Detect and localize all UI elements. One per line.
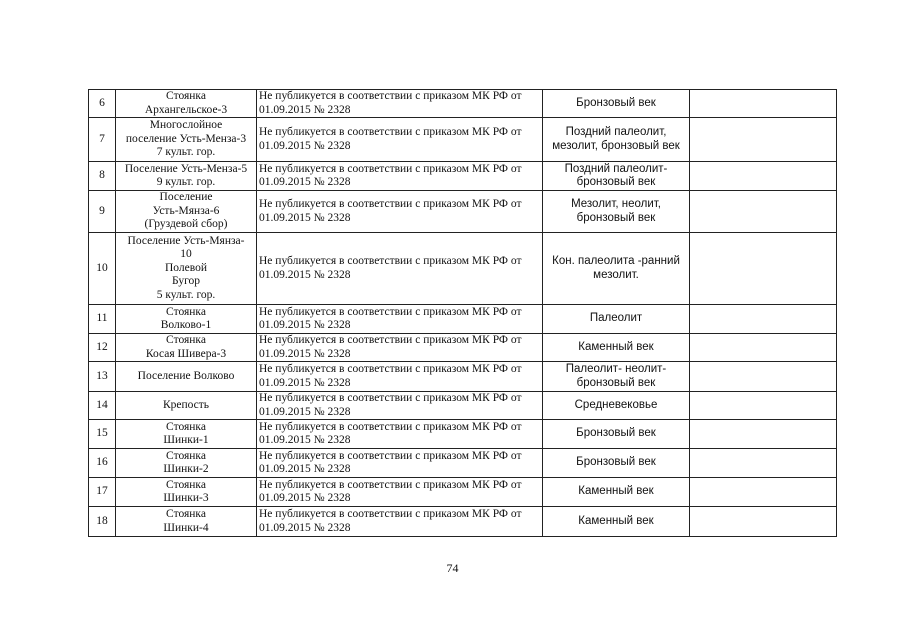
site-location: Не публикуется в соответствии с приказом МК РФ от 01.09.2015 № 2328 <box>257 478 543 507</box>
table-row <box>89 90 837 118</box>
site-name <box>116 420 257 449</box>
row-number: 8 <box>89 162 116 191</box>
site-dating: Кон. палеолита -ранний мезолит. <box>543 233 690 305</box>
site-note <box>690 90 837 118</box>
site-name-line: Косая Шивера-3 <box>145 347 227 360</box>
table-row <box>89 305 837 334</box>
site-note <box>690 449 837 478</box>
site-name-line: Стоянка <box>166 305 206 318</box>
site-name-line: поселение Усть-Менза-3 <box>125 132 247 145</box>
site-name-line: Полевой <box>164 261 207 274</box>
monuments-table <box>88 89 837 537</box>
site-note <box>690 233 837 305</box>
row-number: 11 <box>89 305 116 334</box>
site-name <box>116 478 257 507</box>
site-dating: Бронзовый век <box>543 449 690 478</box>
site-dating: Бронзовый век <box>543 420 690 449</box>
site-name-line: Шинки-4 <box>163 521 209 534</box>
site-name-line: Поселение <box>159 191 213 204</box>
table-row <box>89 191 837 233</box>
site-name <box>116 162 257 191</box>
site-note <box>690 507 837 537</box>
site-name-line: Стоянка <box>166 508 206 520</box>
site-note <box>690 362 837 392</box>
site-note <box>690 420 837 449</box>
site-name <box>116 507 257 537</box>
site-name-line: (Груздевой сбор) <box>144 218 228 231</box>
table-body <box>89 90 837 537</box>
site-name-line: Усть-Мянза-6 <box>152 204 220 217</box>
site-location: Не публикуется в соответствии с приказом МК РФ от 01.09.2015 № 2328 <box>257 392 543 420</box>
site-name <box>116 118 257 162</box>
site-name <box>116 90 257 118</box>
site-location: Не публикуется в соответствии с приказом МК РФ от 01.09.2015 № 2328 <box>257 362 543 392</box>
site-name-line: 5 культ. гор. <box>156 288 216 301</box>
site-location: Не публикуется в соответствии с приказом МК РФ от 01.09.2015 № 2328 <box>257 90 543 118</box>
site-dating: Мезолит, неолит, бронзовый век <box>543 191 690 233</box>
site-name-line: Стоянка <box>166 449 206 462</box>
site-name <box>116 191 257 233</box>
site-location: Не публикуется в соответствии с приказом МК РФ от 01.09.2015 № 2328 <box>257 305 543 334</box>
row-number: 7 <box>89 118 116 162</box>
site-name-line: 10 <box>180 248 192 261</box>
page-number: 74 <box>446 561 459 575</box>
site-location: Не публикуется в соответствии с приказом МК РФ от 01.09.2015 № 2328 <box>257 507 543 537</box>
site-name-line: 9 культ. гор. <box>156 176 216 188</box>
site-name-line: Шинки-3 <box>163 492 209 504</box>
site-dating: Поздний палеолит-бронзовый век <box>543 162 690 191</box>
site-name <box>116 362 257 392</box>
site-name-line: 7 культ. гор. <box>156 146 216 159</box>
site-note <box>690 305 837 334</box>
site-note <box>690 478 837 507</box>
site-location: Не публикуется в соответствии с приказом МК РФ от 01.09.2015 № 2328 <box>257 191 543 233</box>
site-note <box>690 162 837 191</box>
row-number: 9 <box>89 191 116 233</box>
row-number: 6 <box>89 90 116 118</box>
row-number: 14 <box>89 392 116 420</box>
row-number: 16 <box>89 449 116 478</box>
site-location: Не публикуется в соответствии с приказом МК РФ от 01.09.2015 № 2328 <box>257 233 543 305</box>
site-location: Не публикуется в соответствии с приказом МК РФ от 01.09.2015 № 2328 <box>257 334 543 362</box>
site-dating: Палеолит <box>543 305 690 334</box>
row-number: 18 <box>89 507 116 537</box>
site-name-line: Стоянка <box>166 420 206 433</box>
row-number: 13 <box>89 362 116 392</box>
table-row <box>89 118 837 162</box>
site-dating: Бронзовый век <box>543 90 690 118</box>
site-name <box>116 334 257 362</box>
table-row <box>89 420 837 449</box>
site-location: Не публикуется в соответствии с приказом МК РФ от 01.09.2015 № 2328 <box>257 118 543 162</box>
site-name-line: Стоянка <box>166 90 206 102</box>
row-number: 17 <box>89 478 116 507</box>
site-dating: Поздний палеолит, мезолит, бронзовый век <box>543 118 690 162</box>
row-number: 10 <box>89 233 116 305</box>
site-dating: Каменный век <box>543 334 690 362</box>
site-name-line: Шинки-1 <box>163 434 209 446</box>
site-location: Не публикуется в соответствии с приказом МК РФ от 01.09.2015 № 2328 <box>257 420 543 449</box>
site-location: Не публикуется в соответствии с приказом МК РФ от 01.09.2015 № 2328 <box>257 449 543 478</box>
site-name-line: Стоянка <box>166 334 206 346</box>
table-row <box>89 449 837 478</box>
table-row <box>89 233 837 305</box>
site-name-line: Поселение Волково <box>137 369 235 382</box>
row-number: 12 <box>89 334 116 362</box>
site-name <box>116 449 257 478</box>
site-name-line: Бугор <box>172 275 200 288</box>
site-dating: Палеолит- неолит-бронзовый век <box>543 362 690 392</box>
site-name-line: Стоянка <box>166 478 206 491</box>
table-row <box>89 362 837 392</box>
site-name <box>116 305 257 334</box>
site-name-line: Шинки-2 <box>163 463 209 475</box>
site-note <box>690 191 837 233</box>
table-row <box>89 162 837 191</box>
site-name-line: Поселение Усть-Мянза- <box>127 234 245 247</box>
table-row <box>89 334 837 362</box>
site-dating: Каменный век <box>543 507 690 537</box>
site-dating: Средневековье <box>543 392 690 420</box>
site-note <box>690 118 837 162</box>
site-name-line: Многослойное <box>149 119 223 132</box>
site-dating: Каменный век <box>543 478 690 507</box>
site-note <box>690 334 837 362</box>
table-row <box>89 478 837 507</box>
site-name <box>116 392 257 420</box>
site-name-line: Архангельское-3 <box>144 103 228 116</box>
row-number: 15 <box>89 420 116 449</box>
site-name-line: Волково-1 <box>160 319 212 331</box>
table-row <box>89 392 837 420</box>
table-row <box>89 507 837 537</box>
site-location: Не публикуется в соответствии с приказом МК РФ от 01.09.2015 № 2328 <box>257 162 543 191</box>
site-name-line: Поселение Усть-Менза-5 <box>124 162 248 175</box>
site-name <box>116 233 257 305</box>
site-name-line: Крепость <box>162 398 210 411</box>
site-note <box>690 392 837 420</box>
